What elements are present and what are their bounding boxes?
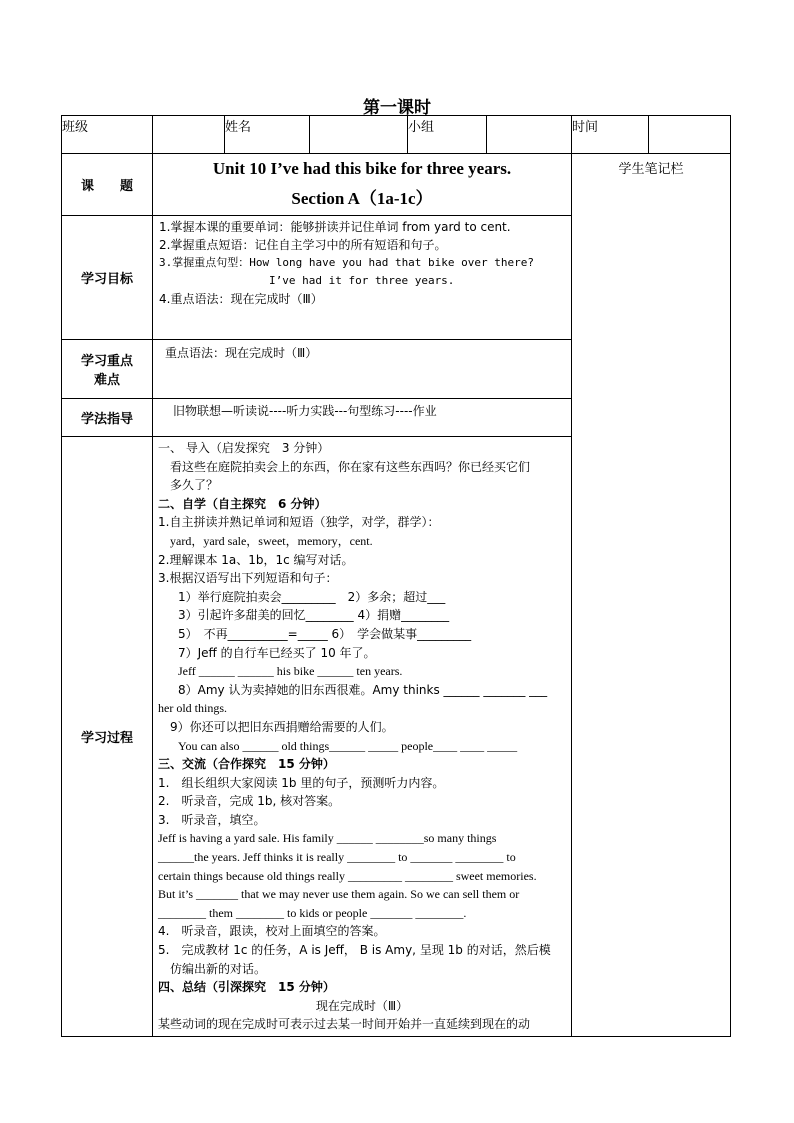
unit-title: Unit 10 I’ve had this bike for three years. <box>212 159 512 178</box>
method-label: 学法指导 <box>62 399 153 437</box>
class-field[interactable] <box>153 116 225 154</box>
process-line: 4. 听录音，跟读，校对上面填空的答案。 <box>158 924 386 939</box>
process-line: ______the years. Jeff thinks it is really ________ to _______ ________ to <box>158 850 516 865</box>
objective-line: 4.重点语法：现在完成时（Ⅲ） <box>159 292 323 306</box>
process-line: 9）你还可以把旧东西捐赠给需要的人们。 <box>170 719 394 734</box>
topic-label: 课 题 <box>62 154 153 216</box>
name-field[interactable] <box>310 116 408 154</box>
time-field[interactable] <box>649 116 731 154</box>
process-label: 学习过程 <box>62 437 153 1037</box>
group-label: 小组 <box>408 116 487 154</box>
class-label: 班级 <box>62 116 153 154</box>
process-line: certain things because old things really _________ ________ sweet memories. <box>158 868 537 883</box>
objectives-cell <box>153 216 572 340</box>
process-line: 5） 不再__________=_____ 6） 学会做某事_________ <box>178 626 472 641</box>
page-title: 第一课时 <box>363 98 431 118</box>
process-cell <box>153 437 572 1037</box>
process-line: 7）Jeff 的自行车已经买了 10 年了。 <box>178 645 376 660</box>
section-title: Section A（1a-1c） <box>291 189 433 208</box>
process-line: Jeff ______ ______ his bike ______ ten years. <box>178 664 403 679</box>
process-line: 1.自主拼读并熟记单词和短语（独学，对学，群学）： <box>158 515 440 530</box>
process-line: 多久了？ <box>170 478 219 493</box>
process-line: But it’s _______ that we may never use them again. So we can sell them or <box>158 887 520 902</box>
process-line: 1）举行庭院拍卖会_________ 2）多余；超过___ <box>178 589 446 604</box>
process-line: 三、交流（合作探究 15 分钟） <box>158 757 335 772</box>
process-line: Jeff is having a yard sale. His family ______ ________so many things <box>158 831 497 846</box>
process-line: You can also ______ old things______ _____ people____ ____ _____ <box>178 738 518 753</box>
process-line: yard，yard sale，sweet，memory，cent. <box>170 533 373 548</box>
process-line: 某些动词的现在完成时可表示过去某一时间开始并一直延续到现在的动 <box>158 1017 531 1032</box>
process-line: 3. 听录音，填空。 <box>158 812 266 827</box>
method-cell <box>153 399 572 437</box>
objective-line: 3.掌握重点句型：How long have you had that bike over there? <box>159 256 535 269</box>
process-line: 现在完成时（Ⅲ） <box>315 998 409 1013</box>
name-label: 姓名 <box>225 116 310 154</box>
key-points-label: 学习重点难点 <box>62 340 153 399</box>
objectives-label: 学习目标 <box>62 216 153 340</box>
process-line: her old things. <box>158 701 227 716</box>
process-line: 8）Amy 认为卖掉她的旧东西很难。Amy thinks ______ _______ ___ <box>178 682 548 697</box>
time-label: 时间 <box>572 116 649 154</box>
group-field[interactable] <box>487 116 572 154</box>
objective-line: 1.掌握本课的重要单词：能够拼读并记住单词 from yard to cent. <box>159 220 511 234</box>
process-line: 1. 组长组织大家阅读 1b 里的句子，预测听力内容。 <box>158 775 445 790</box>
key-points-text: 重点语法：现在完成时（Ⅲ） <box>165 346 318 360</box>
objective-line: I’ve had it for three years. <box>269 274 455 287</box>
process-line: 四、总结（引深探究 15 分钟） <box>158 980 335 995</box>
process-line: 看这些在庭院拍卖会上的东西，你在家有这些东西吗？你已经买它们 <box>170 459 531 474</box>
process-line: 2. 听录音，完成 1b, 核对答案。 <box>158 794 341 809</box>
notes-label: 学生笔记栏 <box>618 162 684 177</box>
header-row <box>62 116 731 154</box>
topic-row <box>62 154 731 216</box>
process-line: 2.理解课本 1a、1b，1c 编写对话。 <box>158 552 354 567</box>
method-text: 旧物联想—听读说----听力实践---句型练习----作业 <box>173 404 437 418</box>
topic-title-cell <box>153 154 572 216</box>
lesson-plan-table <box>61 115 731 1037</box>
student-notes-column[interactable] <box>572 154 731 1037</box>
process-line: 3.根据汉语写出下列短语和句子： <box>158 571 338 586</box>
process-line: 仿编出新的对话。 <box>170 961 267 976</box>
process-line: 5. 完成教材 1c 的任务，A is Jeff， B is Amy, 呈现 1b 的对话，然后模 <box>158 943 551 958</box>
process-line: 3）引起许多甜美的回忆________ 4）捐赠________ <box>178 608 450 623</box>
process-line: 二、自学（自主探究 6 分钟） <box>158 496 327 511</box>
process-line: 一、 导入（启发探究 3 分钟） <box>158 441 330 455</box>
process-line: ________ them ________ to kids or people _______ ________. <box>158 905 467 920</box>
objective-line: 2.掌握重点短语：记住自主学习中的所有短语和句子。 <box>159 238 447 252</box>
key-points-cell <box>153 340 572 399</box>
